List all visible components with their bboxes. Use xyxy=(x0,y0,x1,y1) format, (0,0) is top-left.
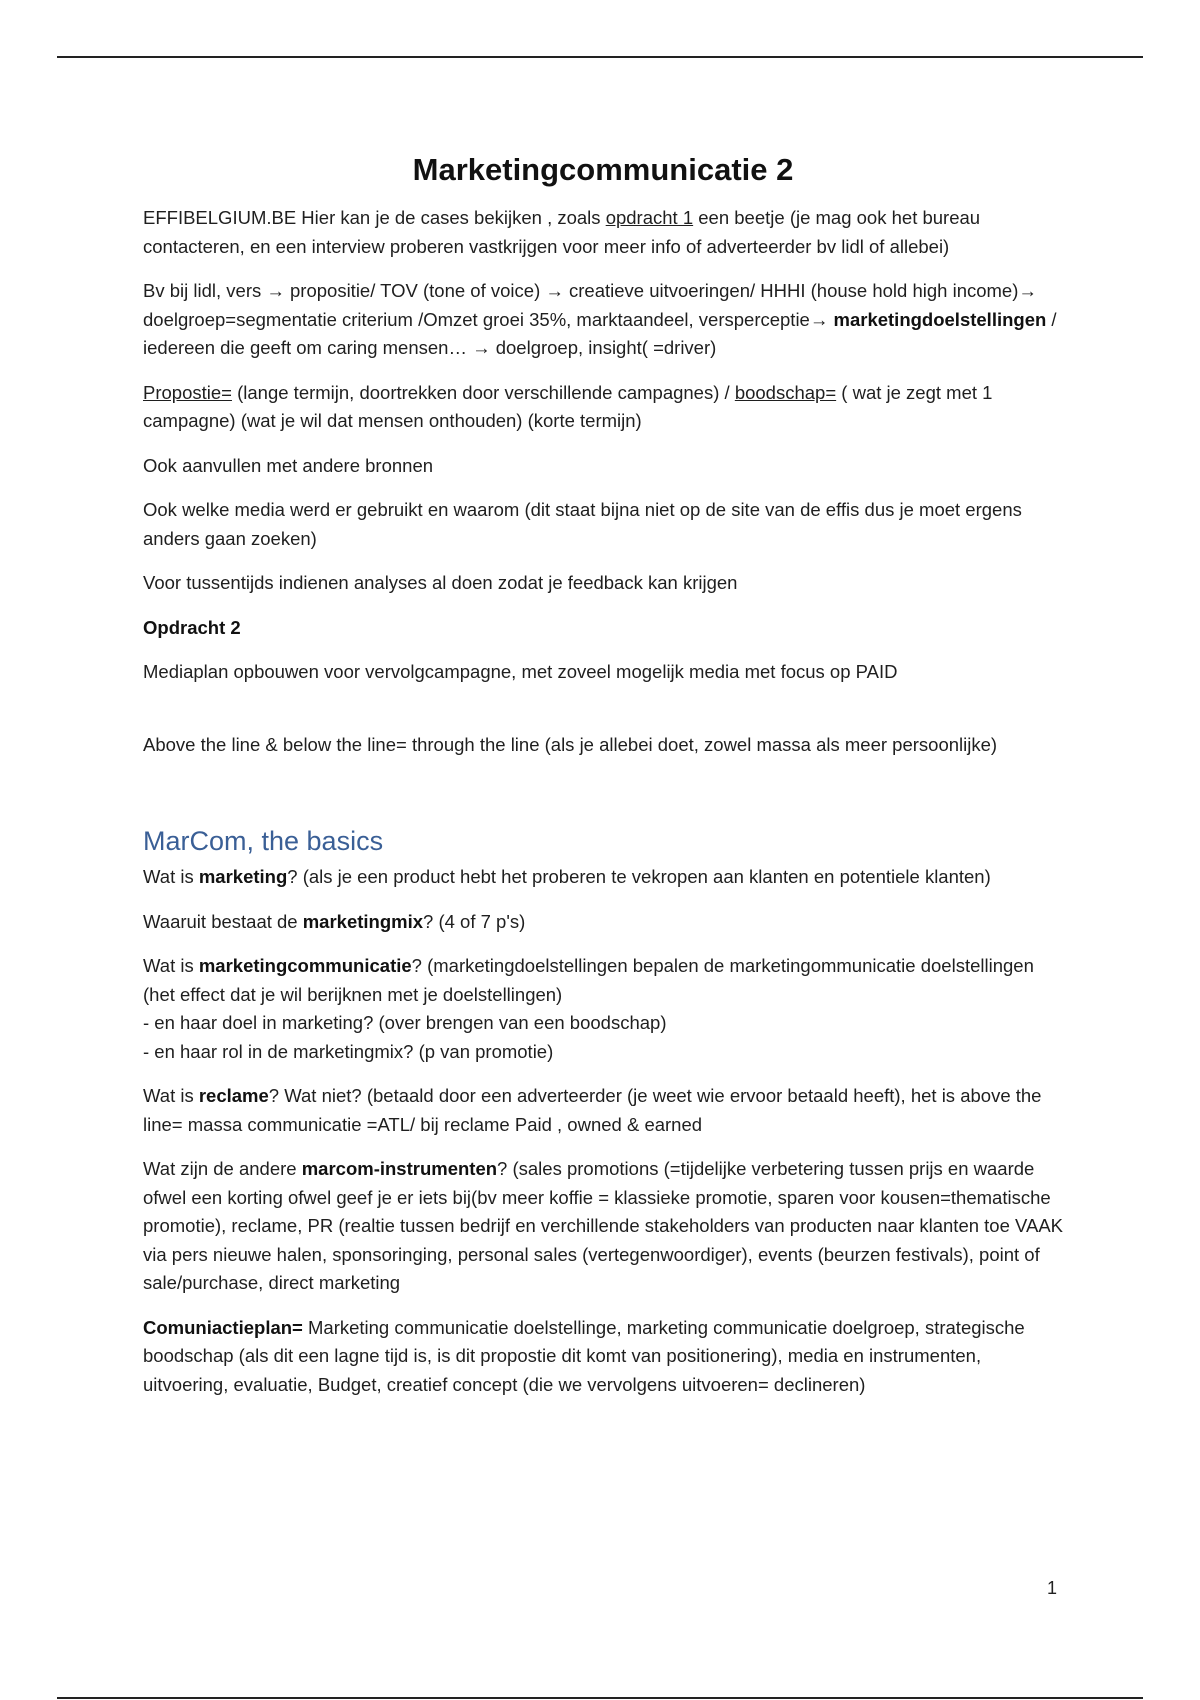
bold-opdracht-2: Opdracht 2 xyxy=(143,616,241,638)
paragraph-lidl-example xyxy=(143,277,1063,363)
bold-marcom-instrumenten: marcom-instrumenten xyxy=(301,1158,498,1179)
paragraph-media: Ook welke media werd er gebruikt en waarom (dit staat bijna niet op de site van de effis dus je moet ergens anders gaan zoeken) xyxy=(143,499,1022,549)
text-run: ? Wat niet? (betaald door een adverteerder (je weet wie ervoor betaald heeft), het is above the line= massa communicatie =ATL/ bij reclame Paid , owned & earned xyxy=(143,1085,1042,1135)
list-line: - en haar rol in de marketingmix? (p van promotie) xyxy=(143,1040,554,1062)
bold-marketingdoelstellingen: marketingdoelstellingen xyxy=(833,308,1047,330)
paragraph-marcom-instrumenten xyxy=(143,1155,1063,1298)
paragraph-communicatieplan xyxy=(143,1314,1063,1400)
text-run: Wat zijn de andere xyxy=(143,1158,302,1179)
top-rule xyxy=(57,56,1143,58)
paragraph-tussentijds: Voor tussentijds indienen analyses al doen zodat je feedback kan krijgen xyxy=(143,572,738,593)
text-run: een beetje (je mag ook het bureau contacteren, en een interview proberen vastkrijgen voor meer info of adverteerder bv lidl of allebei) xyxy=(143,207,981,257)
paragraph-reclame xyxy=(143,1082,1063,1139)
section-heading-marcom: MarCom, the basics xyxy=(143,826,384,856)
document-page xyxy=(143,140,1063,1415)
bold-marketingmix: marketingmix xyxy=(302,910,424,932)
paragraph-through-the-line: Above the line & below the line= through the line (als je allebei doet, zowel massa als meer persoonlijke) xyxy=(143,733,998,755)
text-run: ( wat je zegt met 1 campagne) (wat je wil dat mensen onthouden) (korte termijn) xyxy=(143,381,993,431)
bold-marketing: marketing xyxy=(198,866,288,887)
list-line: - en haar doel in marketing? (over brengen van een boodschap) xyxy=(143,1012,667,1033)
text-run: ? (als je een product hebt het proberen te vekropen aan klanten en potentiele klanten) xyxy=(287,866,991,887)
document-title: Marketingcommunicatie 2 xyxy=(412,152,794,187)
paragraph-mediaplan: Mediaplan opbouwen voor vervolgcampagne, met zoveel mogelijk media met focus op PAID xyxy=(143,661,898,682)
text-run: Wat is xyxy=(143,1085,199,1106)
spacer xyxy=(143,703,1063,731)
text-run: ? (sales promotions (=tijdelijke verbetering tussen prijs en waarde ofwel een korting ofwel geef je er iets bij(bv meer koffie = klassieke promotie, sparen voor kousen=thematische promotie), reclame, PR (realtie tussen bedrijf en verchillende stakeholders van producten naar klanten toe VAAK via pers nieuwe halen, sponsoringing, personal sales (vertegenwoordiger), events (beurzen festivals), point of sale/purchase, direct marketing xyxy=(143,1158,1064,1293)
bold-marketingcommunicatie: marketingcommunicatie xyxy=(198,955,412,976)
spacer xyxy=(143,775,1063,823)
underline-boodschap: boodschap= xyxy=(734,381,837,403)
text-run: Marketing communicatie doelstellinge, marketing communicatie doelgroep, strategische boodschap (als dit een lagne tijd is, is dit propostie dit komt van positionering), media en instrumenten, uitvoering, evaluatie, Budget, creatief concept (die we vervolgens uitvoeren= declineren) xyxy=(143,1316,1025,1395)
paragraph-propositie xyxy=(143,379,1063,436)
text-run: EFFIBELGIUM.BE Hier kan je de cases bekijken , zoals xyxy=(143,207,606,228)
paragraph-marketingcommunicatie xyxy=(143,952,1063,1066)
bold-comuniactieplan: Comuniactieplan= xyxy=(143,1316,303,1338)
text-run: / iedereen die geeft om caring mensen… → doelgroep, insight( =driver) xyxy=(143,308,1057,358)
heading-opdracht-2 xyxy=(143,614,1063,643)
text-run: Wat is xyxy=(143,866,199,887)
text-run: Wat is xyxy=(143,955,199,976)
paragraph-effibelgium xyxy=(143,204,1063,261)
page-number: 1 xyxy=(1046,1578,1057,1598)
text-run: ? (4 of 7 p's) xyxy=(423,910,526,932)
paragraph-bronnen: Ook aanvullen met andere bronnen xyxy=(143,454,434,476)
bold-reclame: reclame xyxy=(198,1085,269,1106)
opdracht-1-link: opdracht 1 xyxy=(605,207,694,228)
text-run: ? (marketingdoelstellingen bepalen de marketingommunicatie doelstellingen (het effect dat je wil berijknen met je doelstellingen) xyxy=(143,955,1034,1005)
paragraph-marketing xyxy=(143,863,1063,892)
text-run: (lange termijn, doortrekken door verschillende campagnes) / xyxy=(231,381,735,403)
bottom-rule xyxy=(57,1697,1143,1699)
text-run: Waaruit bestaat de xyxy=(143,910,303,932)
paragraph-marketingmix xyxy=(143,908,1063,937)
underline-propostie: Propostie= xyxy=(143,381,232,403)
text-run: Bv bij lidl, vers → propositie/ TOV (tone of voice) → creatieve uitvoeringen/ HHHI (house hold high income)→ doelgroep=segmentatie criterium /Omzet groei 35%, marktaandeel, versperceptie→ xyxy=(143,280,1037,330)
